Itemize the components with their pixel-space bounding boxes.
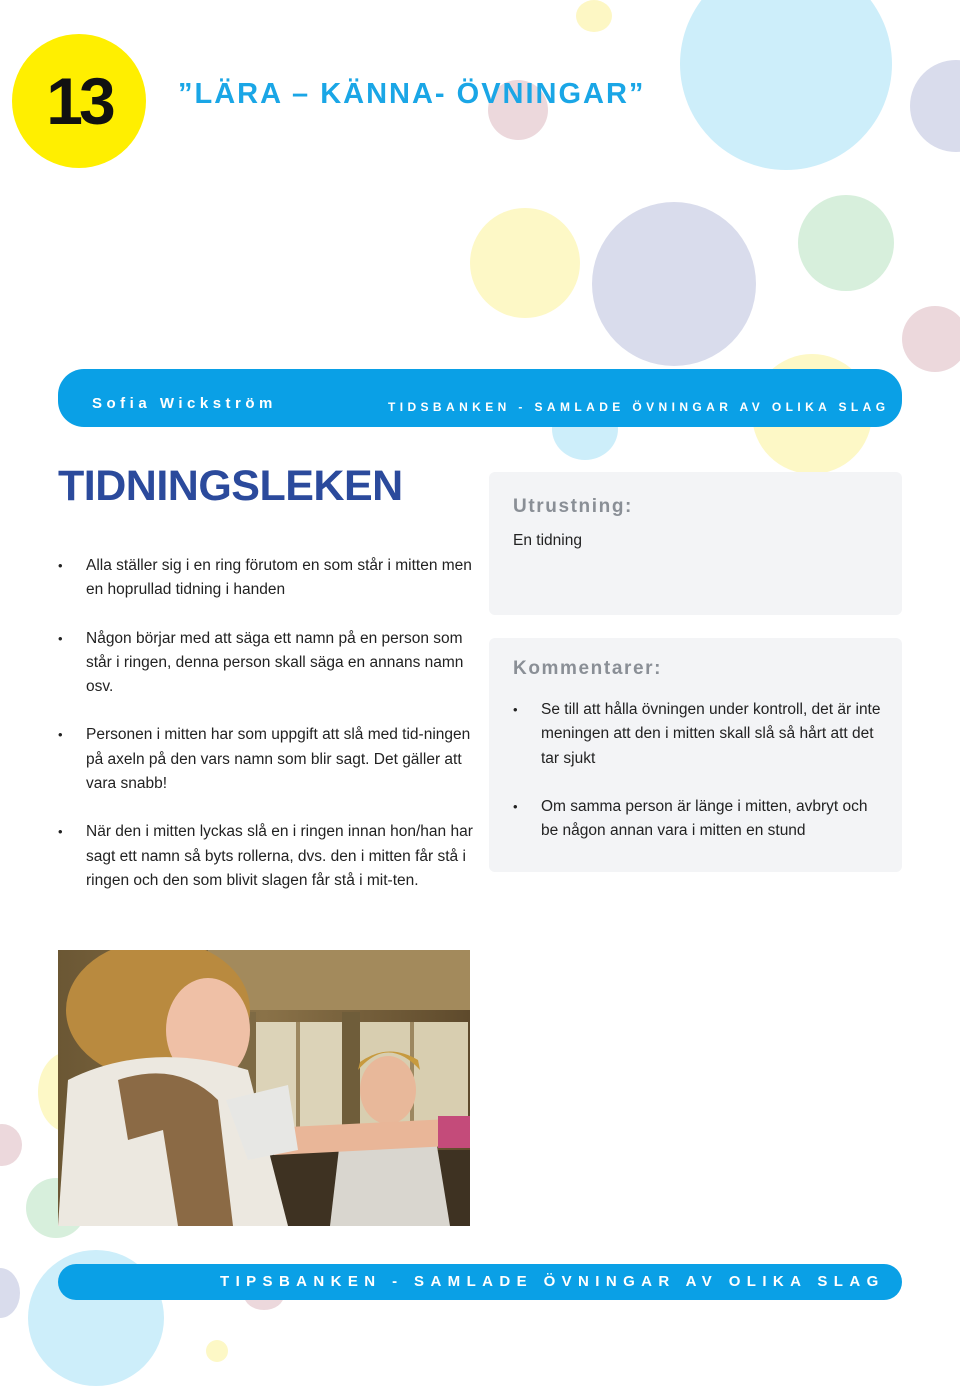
list-item: • Alla ställer sig i en ring förutom en som står i mitten men en hoprullad tidning i handen xyxy=(58,554,478,603)
decor-circle xyxy=(470,208,580,318)
page-number: 13 xyxy=(46,64,112,138)
comments-box xyxy=(489,638,902,872)
decor-circle xyxy=(910,60,960,152)
instruction-list xyxy=(58,554,478,917)
decor-circle xyxy=(206,1340,228,1362)
series-label: TIDSBANKEN - SAMLADE ÖVNINGAR AV OLIKA SLAG xyxy=(388,400,890,414)
author-band xyxy=(58,369,902,427)
footer-band xyxy=(58,1264,902,1300)
photo-illustration xyxy=(58,950,470,1226)
footer-text: TIPSBANKEN - SAMLADE ÖVNINGAR AV OLIKA SLAG xyxy=(220,1273,885,1290)
page-number-badge xyxy=(12,34,146,168)
equipment-heading: Utrustning: xyxy=(513,496,633,517)
comments-list xyxy=(513,698,883,867)
list-item: • Se till att hålla övningen under kontroll, det är inte meningen att den i mitten skall slå så hårt att det tar sjukt xyxy=(513,698,883,771)
decor-circle xyxy=(680,0,892,170)
equipment-text: En tidning xyxy=(513,532,582,549)
decor-circle xyxy=(0,1268,20,1318)
exercise-title: TIDNINGSLEKEN xyxy=(58,462,403,510)
list-item: • Personen i mitten har som uppgift att slå med tid-ningen på axeln på den vars namn som blir sagt. Det gäller att vara snabb! xyxy=(58,723,478,796)
section-title: ”LÄRA – KÄNNA- ÖVNINGAR” xyxy=(178,78,646,110)
activity-photo xyxy=(58,950,470,1226)
decor-circle xyxy=(0,1124,22,1166)
list-item: • När den i mitten lyckas slå en i ringen innan hon/han har sagt ett namn så byts rollerna, dvs. den i mitten får stå i ringen och den som blivit slagen får stå i mit-ten. xyxy=(58,820,478,893)
comments-heading: Kommentarer: xyxy=(513,658,663,679)
list-item: • Om samma person är länge i mitten, avbryt och be någon annan vara i mitten en stund xyxy=(513,795,883,844)
decor-circle xyxy=(592,202,756,366)
author-name: Sofia Wickström xyxy=(92,395,277,412)
decor-circle xyxy=(902,306,960,372)
decor-circle xyxy=(576,0,612,32)
decor-circle xyxy=(798,195,894,291)
equipment-box xyxy=(489,472,902,615)
list-item: • Någon börjar med att säga ett namn på en person som står i ringen, denna person skall säga en annans namn osv. xyxy=(58,627,478,700)
